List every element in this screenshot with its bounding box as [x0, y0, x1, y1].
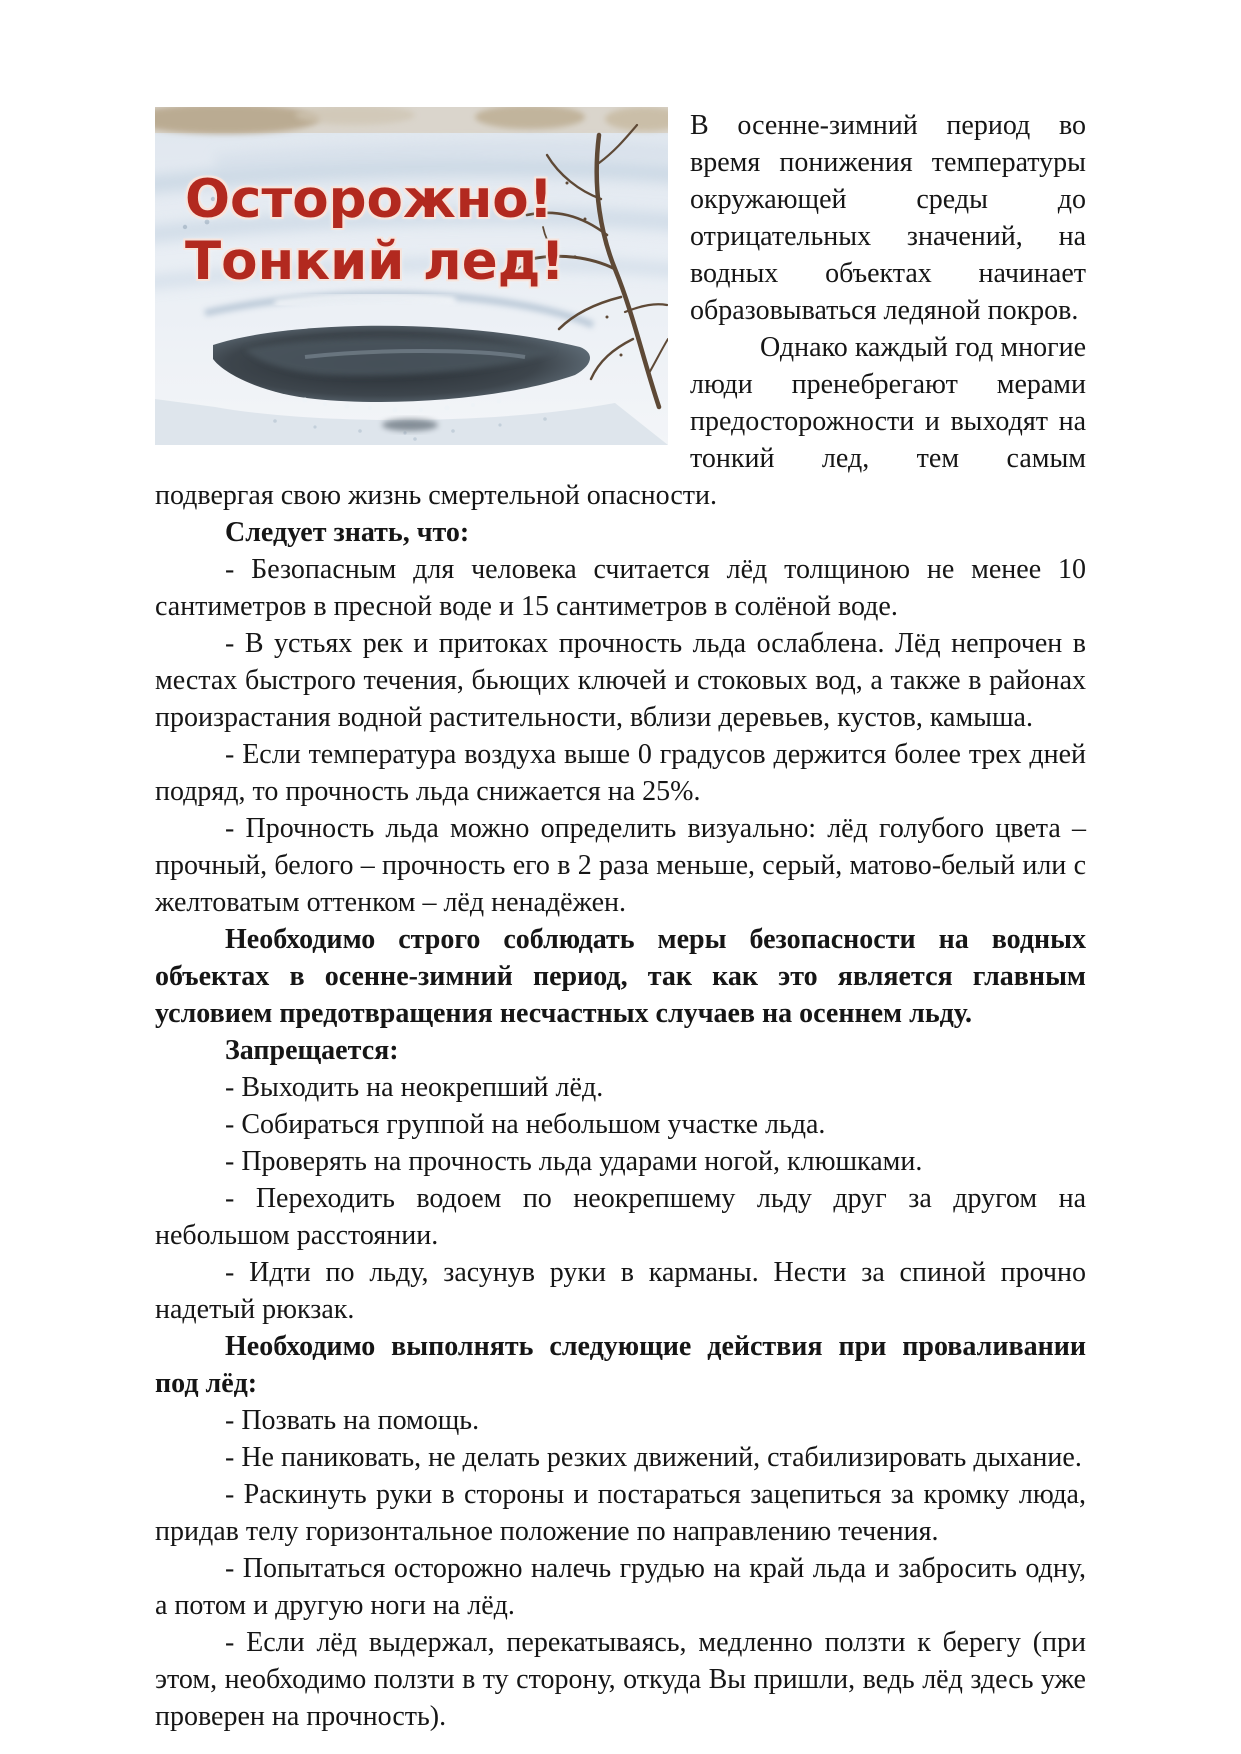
list-item: - Не паниковать, не делать резких движений, стабилизировать дыхание.: [225, 1442, 1082, 1473]
list-item: - Прочность льда можно определить визуально: лёд голубого цвета – прочный, белого – прочность его в 2 раза меньше, серый, матово-белый или с желтоватым оттенком – лёд ненадёжен.: [155, 813, 1086, 918]
intro-paragraph-2: Однако каждый год многие люди пренебрегают мерами предосторожности и выходят на тонкий лед, тем самым подвергая свою жизнь смертельной опасности.: [155, 332, 1086, 511]
list-item: - Раскинуть руки в стороны и постараться зацепиться за кромку люда, придав телу горизонтальное положение по направлению течения.: [155, 1479, 1086, 1547]
list-item: - Переходить водоем по неокрепшему льду друг за другом на небольшом расстоянии.: [155, 1183, 1086, 1251]
section-heading-know: Следует знать, что:: [225, 517, 470, 548]
warning-caption-line2: Тонкий лед!: [185, 231, 565, 292]
document-body: [155, 107, 1086, 1735]
intro-paragraph: В осенне-зимний период во время понижения температуры окружающей среды до отрицательных значений, на водных объектах начинает образовываться ледяной покров.: [690, 110, 1086, 326]
thin-ice-warning-photo: [155, 107, 668, 445]
warning-caption: [185, 169, 565, 293]
list-item: - Если лёд выдержал, перекатываясь, медленно ползти к берегу (при этом, необходимо ползти в ту сторону, откуда Вы пришли, ведь лёд здесь уже проверен на прочность).: [155, 1627, 1086, 1732]
safety-measures-paragraph: Необходимо строго соблюдать меры безопасности на водных объектах в осенне-зимний период, так как это является главным условием предотвращения несчастных случаев на осеннем льду.: [155, 924, 1086, 1029]
warning-caption-line1: Осторожно!: [185, 169, 553, 230]
list-item: - Попытаться осторожно налечь грудью на край льда и забросить одну, а потом и другую ноги на лёд.: [155, 1553, 1086, 1621]
list-item: - Выходить на неокрепший лёд.: [225, 1072, 604, 1103]
section-heading-forbidden: Запрещается:: [225, 1035, 399, 1066]
list-item: - Идти по льду, засунув руки в карманы. Нести за спиной прочно надетый рюкзак.: [155, 1257, 1086, 1325]
section-heading-actions: Необходимо выполнять следующие действия при проваливании под лёд:: [155, 1331, 1086, 1399]
list-item: - Проверять на прочность льда ударами ногой, клюшками.: [225, 1146, 923, 1177]
list-item: - В устьях рек и притоках прочность льда ослаблена. Лёд непрочен в местах быстрого течения, бьющих ключей и стоковых вод, а также в районах произрастания водной растительности, вблизи деревьев, кустов, камыша.: [155, 628, 1086, 733]
list-item: - Безопасным для человека считается лёд толщиною не менее 10 сантиметров в пресной воде и 15 сантиметров в солёной воде.: [155, 554, 1086, 622]
list-item: - Если температура воздуха выше 0 градусов держится более трех дней подряд, то прочность льда снижается на 25%.: [155, 739, 1086, 807]
list-item: - Позвать на помощь.: [225, 1405, 480, 1436]
list-item: - Собираться группой на небольшом участке льда.: [225, 1109, 826, 1140]
